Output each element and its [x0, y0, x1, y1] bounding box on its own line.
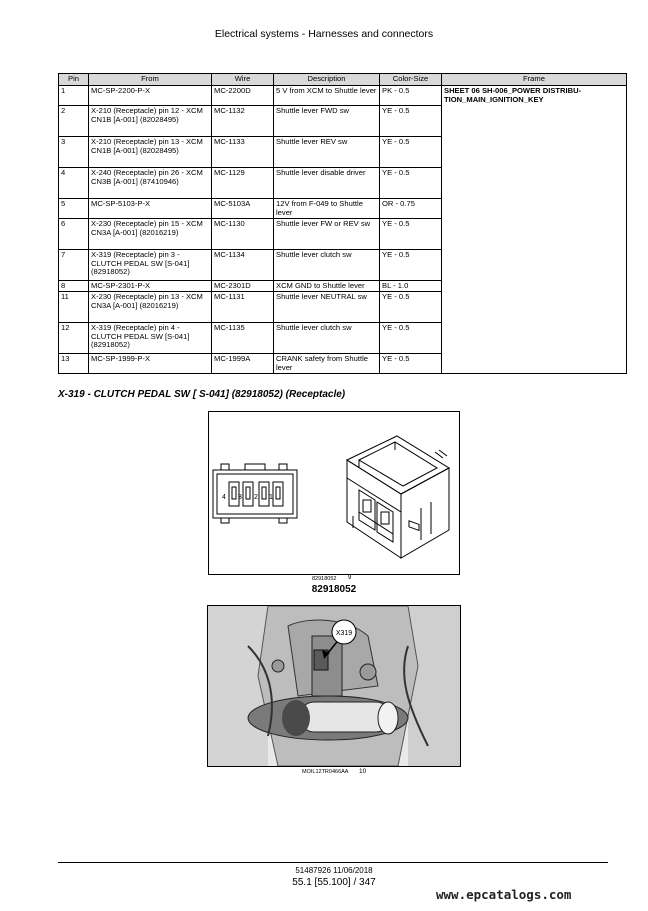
cell-pin: 5 [59, 199, 89, 219]
pin-label-4: 4 [222, 494, 226, 501]
cell-from: MC-SP-2200-P-X [89, 86, 212, 106]
cell-pin: 12 [59, 323, 89, 354]
figure2-number: 10 [359, 768, 367, 775]
cell-wire: MC-2200D [212, 86, 274, 106]
cell-pin: 13 [59, 354, 89, 374]
cell-description: Shuttle lever clutch sw [274, 250, 380, 281]
cell-pin: 3 [59, 137, 89, 168]
cell-color-size: YE - 0.5 [380, 354, 442, 374]
cell-description: Shuttle lever NEUTRAL sw [274, 292, 380, 323]
cell-wire: MC-5103A [212, 199, 274, 219]
pin-label-2: 2 [254, 494, 258, 501]
col-header-pin: Pin [59, 74, 89, 86]
cell-pin: 11 [59, 292, 89, 323]
cell-color-size: YE - 0.5 [380, 323, 442, 354]
location-photo [207, 605, 461, 767]
cell-wire: MC-1133 [212, 137, 274, 168]
cell-pin: 4 [59, 168, 89, 199]
table-row [59, 86, 627, 106]
table-header-row [59, 74, 627, 86]
cell-from: X-319 (Receptacle) pin 3 - CLUTCH PEDAL SW [S-041] (82918052) [89, 250, 212, 281]
cell-color-size: OR - 0.75 [380, 199, 442, 219]
figure1-code: 82918052 [312, 576, 337, 582]
location-photo-drawing [208, 606, 460, 766]
cell-description: Shuttle lever disable driver [274, 168, 380, 199]
cell-description: Shuttle lever FWD sw [274, 106, 380, 137]
cell-wire: MC-1130 [212, 219, 274, 250]
cell-from: MC-SP-1999-P-X [89, 354, 212, 374]
cell-wire: MC-1132 [212, 106, 274, 137]
pin-label-3: 3 [238, 494, 242, 501]
cell-description: XCM GND to Shuttle lever [274, 281, 380, 292]
cell-from: MC-SP-5103-P-X [89, 199, 212, 219]
figure1-caption: 82918052 [311, 584, 357, 595]
connector-section-title: X-319 - CLUTCH PEDAL SW [ S-041] (82918052) (Receptacle) [58, 389, 346, 400]
cell-wire: MC-1134 [212, 250, 274, 281]
col-header-frame: Frame [442, 74, 627, 86]
cell-wire: MC-1135 [212, 323, 274, 354]
col-header-description: Description [274, 74, 380, 86]
cell-color-size: YE - 0.5 [380, 137, 442, 168]
cell-description: Shuttle lever REV sw [274, 137, 380, 168]
col-header-from: From [89, 74, 212, 86]
figure1-number: 9 [348, 575, 352, 581]
watermark: www.epcatalogs.com [436, 887, 572, 902]
cell-wire: MC-1999A [212, 354, 274, 374]
cell-description: CRANK safety from Shuttle lever [274, 354, 380, 374]
connector-figure [208, 411, 460, 575]
cell-description: 5 V from XCM to Shuttle lever [274, 86, 380, 106]
cell-from: X-230 (Receptacle) pin 13 - XCM CN3A [A-001] (82016219) [89, 292, 212, 323]
footer-divider [58, 862, 608, 863]
footer-doc-id: 51487926 11/06/2018 [295, 866, 373, 875]
cell-from: X-230 (Receptacle) pin 15 - XCM CN3A [A-001] (82016219) [89, 219, 212, 250]
cell-color-size: YE - 0.5 [380, 250, 442, 281]
cell-pin: 1 [59, 86, 89, 106]
cell-pin: 8 [59, 281, 89, 292]
cell-color-size: YE - 0.5 [380, 292, 442, 323]
cell-description: Shuttle lever FW or REV sw [274, 219, 380, 250]
cell-from: X-210 (Receptacle) pin 13 - XCM CN1B [A-001] (82028495) [89, 137, 212, 168]
cell-wire: MC-2301D [212, 281, 274, 292]
cell-pin: 2 [59, 106, 89, 137]
col-header-color-size: Color-Size [380, 74, 442, 86]
cell-color-size: YE - 0.5 [380, 168, 442, 199]
cell-from: X-240 (Receptacle) pin 26 - XCM CN3B [A-001] (87410946) [89, 168, 212, 199]
pin-label-1: 1 [269, 494, 273, 501]
x319-callout: X319 [335, 630, 353, 637]
cell-color-size: PK - 0.5 [380, 86, 442, 106]
cell-color-size: YE - 0.5 [380, 219, 442, 250]
cell-color-size: YE - 0.5 [380, 106, 442, 137]
pin-table [58, 73, 627, 374]
cell-from: MC-SP-2301-P-X [89, 281, 212, 292]
footer-page-number: 55.1 [55.100] / 347 [292, 877, 376, 888]
cell-wire: MC-1129 [212, 168, 274, 199]
cell-description: Shuttle lever clutch sw [274, 323, 380, 354]
page-header: Electrical systems - Harnesses and connectors [214, 28, 434, 40]
cell-frame: SHEET 06 SH-006_POWER DISTRIBU-TION_MAIN_IGNITION_KEY [442, 86, 627, 374]
figure2-code: MOIL12TR0466AA [302, 769, 349, 775]
cell-pin: 6 [59, 219, 89, 250]
cell-from: X-210 (Receptacle) pin 12 - XCM CN1B [A-001] (82028495) [89, 106, 212, 137]
cell-color-size: BL - 1.0 [380, 281, 442, 292]
connector-drawing [209, 412, 459, 574]
col-header-wire: Wire [212, 74, 274, 86]
cell-description: 12V from F-049 to Shuttle lever [274, 199, 380, 219]
cell-from: X-319 (Receptacle) pin 4 - CLUTCH PEDAL SW [S-041] (82918052) [89, 323, 212, 354]
connector-isometric-view [347, 436, 449, 558]
cell-wire: MC-1131 [212, 292, 274, 323]
cell-pin: 7 [59, 250, 89, 281]
